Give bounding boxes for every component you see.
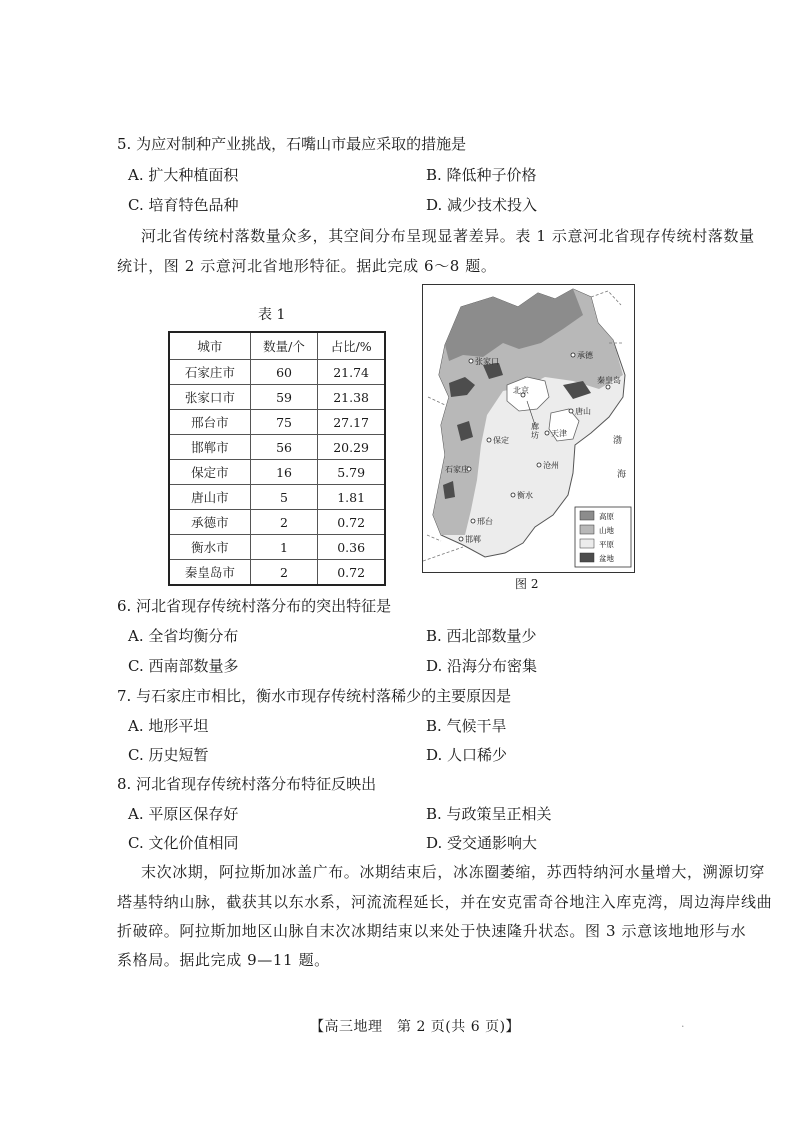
map-label-bohai-1: 渤 (613, 436, 623, 446)
map-label-xingtai: 邢台 (477, 517, 493, 526)
legend-label-basin: 盆地 (599, 554, 614, 563)
map-dot-xingtai (471, 519, 475, 523)
table-cell-ratio: 20.29 (318, 435, 385, 460)
map-label-cangzhou: 沧州 (543, 461, 559, 470)
scan-mark: · (681, 1020, 685, 1033)
intro-6-8-line-2: 统计，图 2 示意河北省地形特征。据此完成 6～8 题。 (117, 257, 497, 275)
question-5-option-b: B. 降低种子价格 (426, 166, 537, 184)
question-7-option-c: C. 历史短暂 (128, 746, 209, 764)
map-label-baoding: 保定 (493, 436, 509, 445)
table-row (169, 485, 385, 510)
legend-label-plain: 平原 (599, 540, 614, 549)
question-5-option-a: A. 扩大种植面积 (128, 166, 239, 184)
table-cell-city: 张家口市 (169, 385, 250, 410)
legend-swatch-plain (580, 539, 594, 548)
table-cell-ratio: 0.36 (318, 535, 385, 560)
map-label-tangshan: 唐山 (575, 407, 591, 416)
map-dot-chengde (571, 353, 575, 357)
question-6-option-c: C. 西南部数量多 (128, 657, 239, 675)
question-7-option-d: D. 人口稀少 (426, 746, 508, 764)
question-5-stem: 5. 为应对制种产业挑战，石嘴山市最应采取的措施是 (117, 135, 467, 153)
question-8-option-c: C. 文化价值相同 (128, 834, 239, 852)
table-header-count: 数量/个 (250, 332, 317, 360)
question-5-option-d: D. 减少技术投入 (426, 196, 538, 214)
map-label-chengde: 承德 (577, 351, 593, 360)
map-label-shijiazhuang: 石家庄 (445, 465, 469, 474)
question-8-option-a: A. 平原区保存好 (128, 805, 239, 823)
table-cell-ratio: 5.79 (318, 460, 385, 485)
table-cell-city: 唐山市 (169, 485, 250, 510)
table-cell-count: 2 (250, 510, 317, 535)
table-cell-city: 衡水市 (169, 535, 250, 560)
table-cell-count: 59 (250, 385, 317, 410)
question-6-option-a: A. 全省均衡分布 (128, 627, 239, 645)
question-5-option-c: C. 培育特色品种 (128, 196, 239, 214)
question-7-option-a: A. 地形平坦 (128, 717, 209, 735)
map-dot-tangshan (569, 409, 573, 413)
question-6-stem: 6. 河北省现存传统村落分布的突出特征是 (117, 597, 392, 615)
question-8-option-d: D. 受交通影响大 (426, 834, 538, 852)
table-cell-city: 保定市 (169, 460, 250, 485)
table-1-caption: 表 1 (258, 307, 286, 323)
map-label-qinhuangdao: 秦皇岛 (597, 376, 621, 385)
map-dot-zhangjiakou (469, 359, 473, 363)
legend-swatch-plateau (580, 511, 594, 520)
intro-9-11-line-2: 塔基特纳山脉，截获其以东水系，河流流程延长，并在安克雷奇谷地注入库克湾，周边海岸线曲 (117, 893, 773, 911)
page-footer: 【高三地理 第 2 页(共 6 页)】 (310, 1019, 521, 1035)
question-7-stem: 7. 与石家庄市相比，衡水市现存传统村落稀少的主要原因是 (117, 687, 512, 705)
table-cell-ratio: 27.17 (318, 410, 385, 435)
table-row (169, 535, 385, 560)
table-cell-city: 承德市 (169, 510, 250, 535)
intro-9-11-line-4: 系格局。据此完成 9—11 题。 (117, 951, 330, 969)
table-cell-count: 16 (250, 460, 317, 485)
table-cell-ratio: 1.81 (318, 485, 385, 510)
table-cell-ratio: 21.74 (318, 360, 385, 385)
map-svg (423, 285, 634, 572)
intro-9-11-line-3: 折破碎。阿拉斯加地区山脉自末次冰期结束以来处于快速隆升状态。图 3 示意该地地形与水 (117, 922, 747, 940)
figure-2-caption: 图 2 (515, 577, 539, 591)
table-header-row (169, 332, 385, 360)
table-row (169, 360, 385, 385)
intro-6-8-line-1: 河北省传统村落数量众多，其空间分布呈现显著差异。表 1 示意河北省现存传统村落数量 (141, 227, 755, 245)
table-cell-city: 邯郸市 (169, 435, 250, 460)
table-header-ratio: 占比/% (318, 332, 385, 360)
table-cell-count: 75 (250, 410, 317, 435)
map-label-bohai-2: 海 (617, 470, 627, 480)
legend-label-plateau: 高原 (599, 512, 614, 521)
question-8-stem: 8. 河北省现存传统村落分布特征反映出 (117, 775, 377, 793)
map-label-beijing: 北京 (513, 386, 529, 395)
intro-9-11-line-1: 末次冰期，阿拉斯加冰盖广布。冰期结束后，冰冻圈萎缩，苏西特纳河水量增大，溯源切穿 (141, 863, 766, 881)
map-dot-handan (459, 537, 463, 541)
map-label-zhangjiakou: 张家口 (475, 357, 499, 366)
table-cell-count: 5 (250, 485, 317, 510)
legend-swatch-basin (580, 553, 594, 562)
table-cell-ratio: 0.72 (318, 560, 385, 586)
legend-label-mountain: 山地 (599, 526, 614, 535)
question-6-option-d: D. 沿海分布密集 (426, 657, 538, 675)
table-1 (168, 331, 386, 586)
map-legend (575, 507, 631, 567)
table-header-city: 城市 (169, 332, 250, 360)
map-label-handan: 邯郸 (465, 535, 481, 544)
table-row (169, 385, 385, 410)
legend-swatch-mountain (580, 525, 594, 534)
map-dot-baoding (487, 438, 491, 442)
map-label-hengshui: 衡水 (517, 491, 533, 500)
map-label-langfang-2: 坊 (531, 431, 539, 440)
hebei-terrain-map (422, 284, 635, 573)
map-dot-cangzhou (537, 463, 541, 467)
map-label-langfang-1: 廊 (531, 422, 539, 431)
table-row (169, 510, 385, 535)
question-8-option-b: B. 与政策呈正相关 (426, 805, 552, 823)
table-cell-city: 邢台市 (169, 410, 250, 435)
table-row (169, 435, 385, 460)
table-row (169, 560, 385, 586)
map-dot-qinhuangdao (606, 385, 610, 389)
question-6-option-b: B. 西北部数量少 (426, 627, 537, 645)
map-dot-tianjin (545, 431, 549, 435)
question-7-option-b: B. 气候干旱 (426, 717, 507, 735)
table-cell-count: 56 (250, 435, 317, 460)
table-cell-city: 石家庄市 (169, 360, 250, 385)
table-row (169, 410, 385, 435)
table-row (169, 460, 385, 485)
table-cell-ratio: 0.72 (318, 510, 385, 535)
table-cell-count: 2 (250, 560, 317, 586)
table-cell-city: 秦皇岛市 (169, 560, 250, 586)
map-dot-hengshui (511, 493, 515, 497)
table-cell-count: 1 (250, 535, 317, 560)
table-cell-ratio: 21.38 (318, 385, 385, 410)
table-cell-count: 60 (250, 360, 317, 385)
map-label-tianjin: 天津 (551, 429, 567, 438)
